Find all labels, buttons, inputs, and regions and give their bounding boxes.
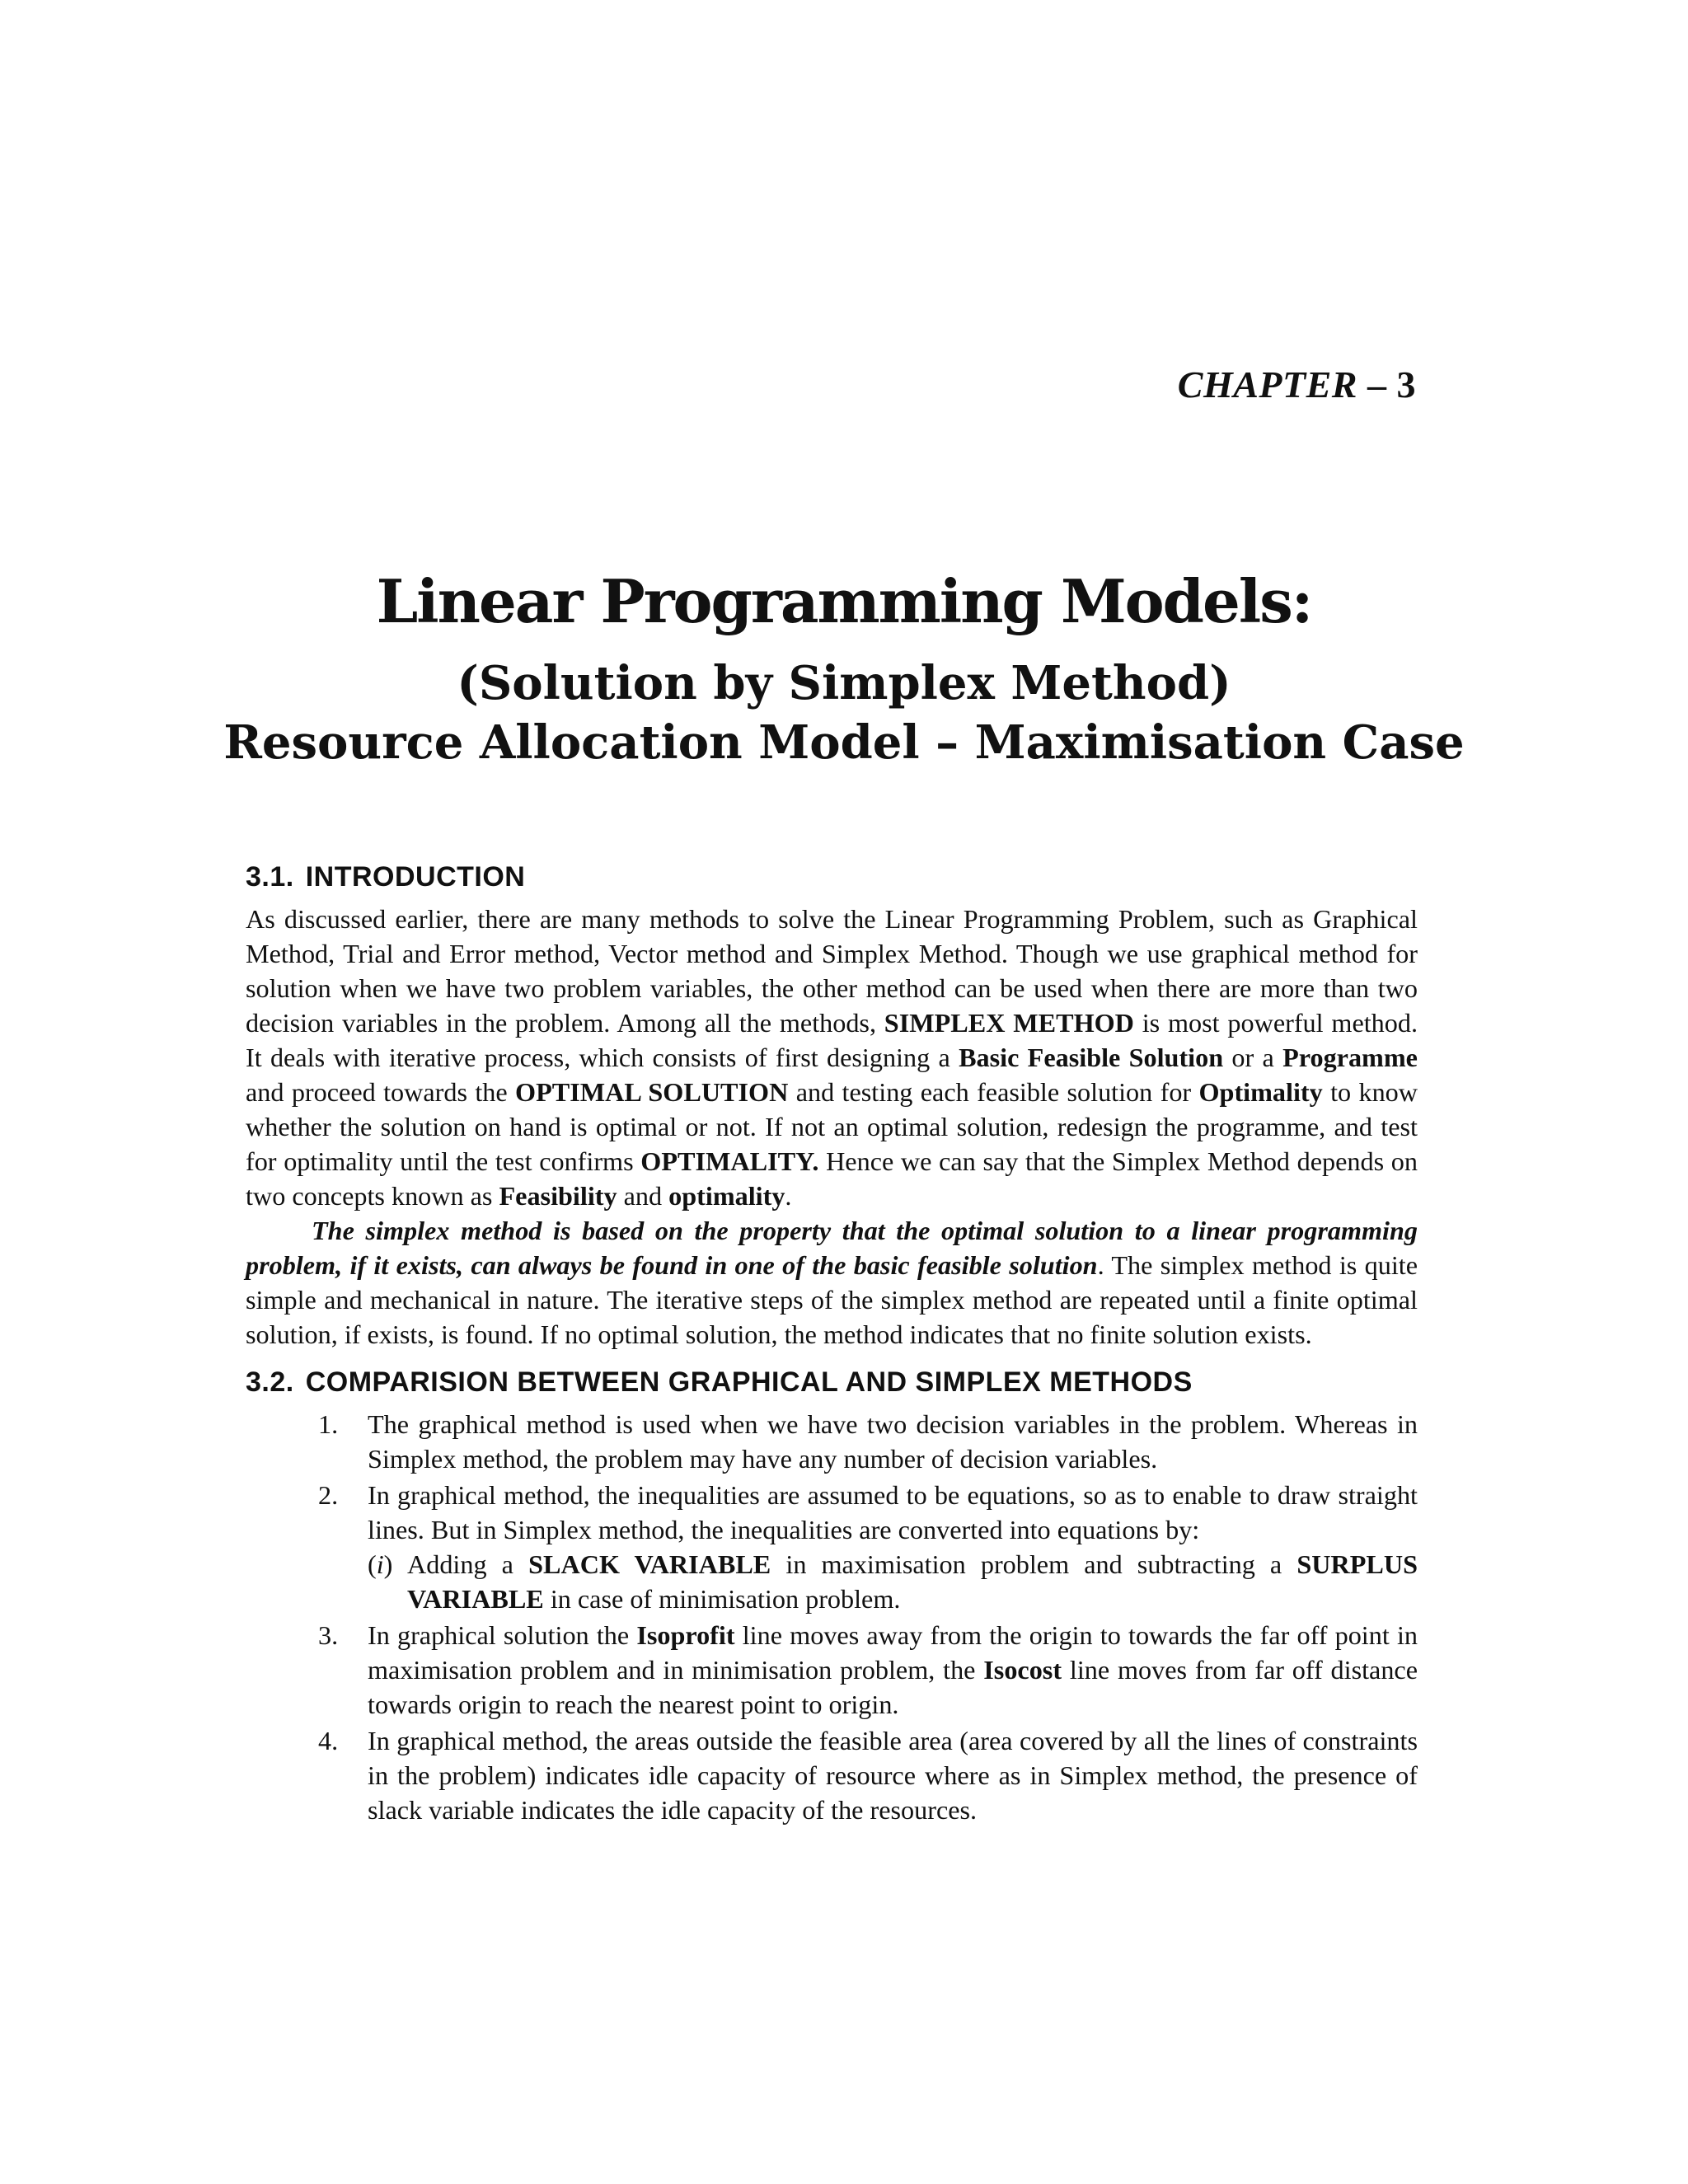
text-run: and testing each feasible solution for <box>788 1077 1199 1107</box>
list-item <box>246 1618 1418 1722</box>
text-run: in case of minimisation problem. <box>543 1584 901 1614</box>
bold-term: Isoprofit <box>636 1620 735 1650</box>
list-marker: 1. <box>318 1409 339 1439</box>
text-run: line moves from far off distance towards origin to reach the nearest point to origin. <box>368 1655 1418 1719</box>
text-run: As discussed earlier, there are many methods to solve the Linear Programming Problem, such as Graphical Method, Trial and Error method, Vector method and Simplex Method. Though we use graphical method for solution when we have two problem variables, the other method can be used when there are more than two decision variables in the problem. Among all the methods, <box>246 904 1418 1038</box>
text-run: Hence we can say that the Simplex Method depends on two concepts known as <box>246 1146 1418 1211</box>
bold-italic-statement: The simplex method is based on the property that the optimal solution to a linear programming problem, if it exists, can always be found in one of the basic feasible solution <box>246 1216 1418 1280</box>
text-run: In graphical solution the <box>368 1620 637 1650</box>
list-item <box>246 1478 1418 1616</box>
text-run: line moves away from the origin to towards the far off point in maximisation problem and in minimisation problem, the <box>368 1620 1418 1685</box>
text-run: in maximisation problem and subtracting a <box>771 1549 1297 1579</box>
comparison-list <box>246 1407 1418 1827</box>
section-title: COMPARISION BETWEEN GRAPHICAL AND SIMPLEX METHODS <box>305 1366 1193 1398</box>
bold-term: Programme <box>1282 1043 1418 1072</box>
list-item-text: In graphical method, the inequalities are assumed to be equations, so as to enable to draw straight lines. But in Simplex method, the inequalities are converted into equations by: <box>368 1480 1418 1544</box>
bold-term: OPTIMALITY. <box>640 1146 819 1176</box>
page-title: Linear Programming Models: <box>376 566 1312 636</box>
text-run: and proceed towards the <box>246 1077 516 1107</box>
bold-term: SIMPLEX METHOD <box>884 1008 1134 1038</box>
bold-term: SLACK VARIABLE <box>528 1549 771 1579</box>
bold-term: Feasibility <box>499 1181 617 1211</box>
list-item-text: The graphical method is used when we have two decision variables in the problem. Whereas in Simplex method, the problem may have any number of decision variables. <box>368 1409 1418 1474</box>
subtitle-line-1: (Solution by Simplex Method) <box>457 656 1231 710</box>
list-marker: 3. <box>318 1620 339 1650</box>
intro-paragraph-1 <box>246 902 1418 1213</box>
text-run: . <box>785 1181 792 1211</box>
chapter-word: CHAPTER <box>1177 363 1357 405</box>
bold-term: Optimality <box>1198 1077 1323 1107</box>
text-run: Adding a <box>407 1549 529 1579</box>
text-run: to know whether the solution on hand is optimal or not. If not an optimal solution, redesign the programme, and test for optimality until the test confirms <box>246 1077 1418 1176</box>
section-heading-introduction <box>246 861 1418 893</box>
page-subtitle <box>0 654 1688 772</box>
subtitle-line-2: Resource Allocation Model – Maximisation Case <box>223 715 1465 770</box>
chapter-number: 3 <box>1396 363 1416 405</box>
text-run: and <box>617 1181 669 1211</box>
bold-term: optimality <box>668 1181 785 1211</box>
list-marker: 4. <box>318 1726 339 1755</box>
text-run: . The simplex method is quite simple and mechanical in nature. The iterative steps of the simplex method are repeated until a finite optimal solution, if exists, is found. If no optimal solution, the method indicates that no finite solution exists. <box>246 1250 1418 1349</box>
bold-term: Isocost <box>983 1655 1062 1685</box>
section-title: INTRODUCTION <box>305 861 526 893</box>
text-run: is most powerful method. It deals with iterative process, which consists of first designing a <box>246 1008 1418 1072</box>
chapter-dash: – <box>1367 363 1387 405</box>
section-number: 3.1. <box>246 861 294 893</box>
section-heading-comparison <box>246 1366 1418 1399</box>
list-item <box>246 1407 1418 1476</box>
bold-term: SURPLUS VARIABLE <box>407 1549 1418 1614</box>
sub-list-marker: (i) <box>368 1549 393 1579</box>
text-run: or a <box>1223 1043 1283 1072</box>
bold-term: Basic Feasible Solution <box>959 1043 1224 1072</box>
list-item <box>246 1723 1418 1827</box>
intro-paragraph-2 <box>246 1213 1418 1352</box>
chapter-title-block <box>0 565 1688 772</box>
list-marker: 2. <box>318 1480 339 1510</box>
sub-list-item <box>368 1547 1418 1616</box>
list-item-text: In graphical method, the areas outside the feasible area (area covered by all the lines of constraints in the problem) indicates idle capacity of resource where as in Simplex method, the presence of slack variable indicates the idle capacity of the resources. <box>368 1726 1418 1825</box>
bold-term: OPTIMAL SOLUTION <box>515 1077 789 1107</box>
chapter-label <box>1178 363 1416 406</box>
section-number: 3.2. <box>246 1366 294 1398</box>
page-content <box>246 861 1418 1829</box>
